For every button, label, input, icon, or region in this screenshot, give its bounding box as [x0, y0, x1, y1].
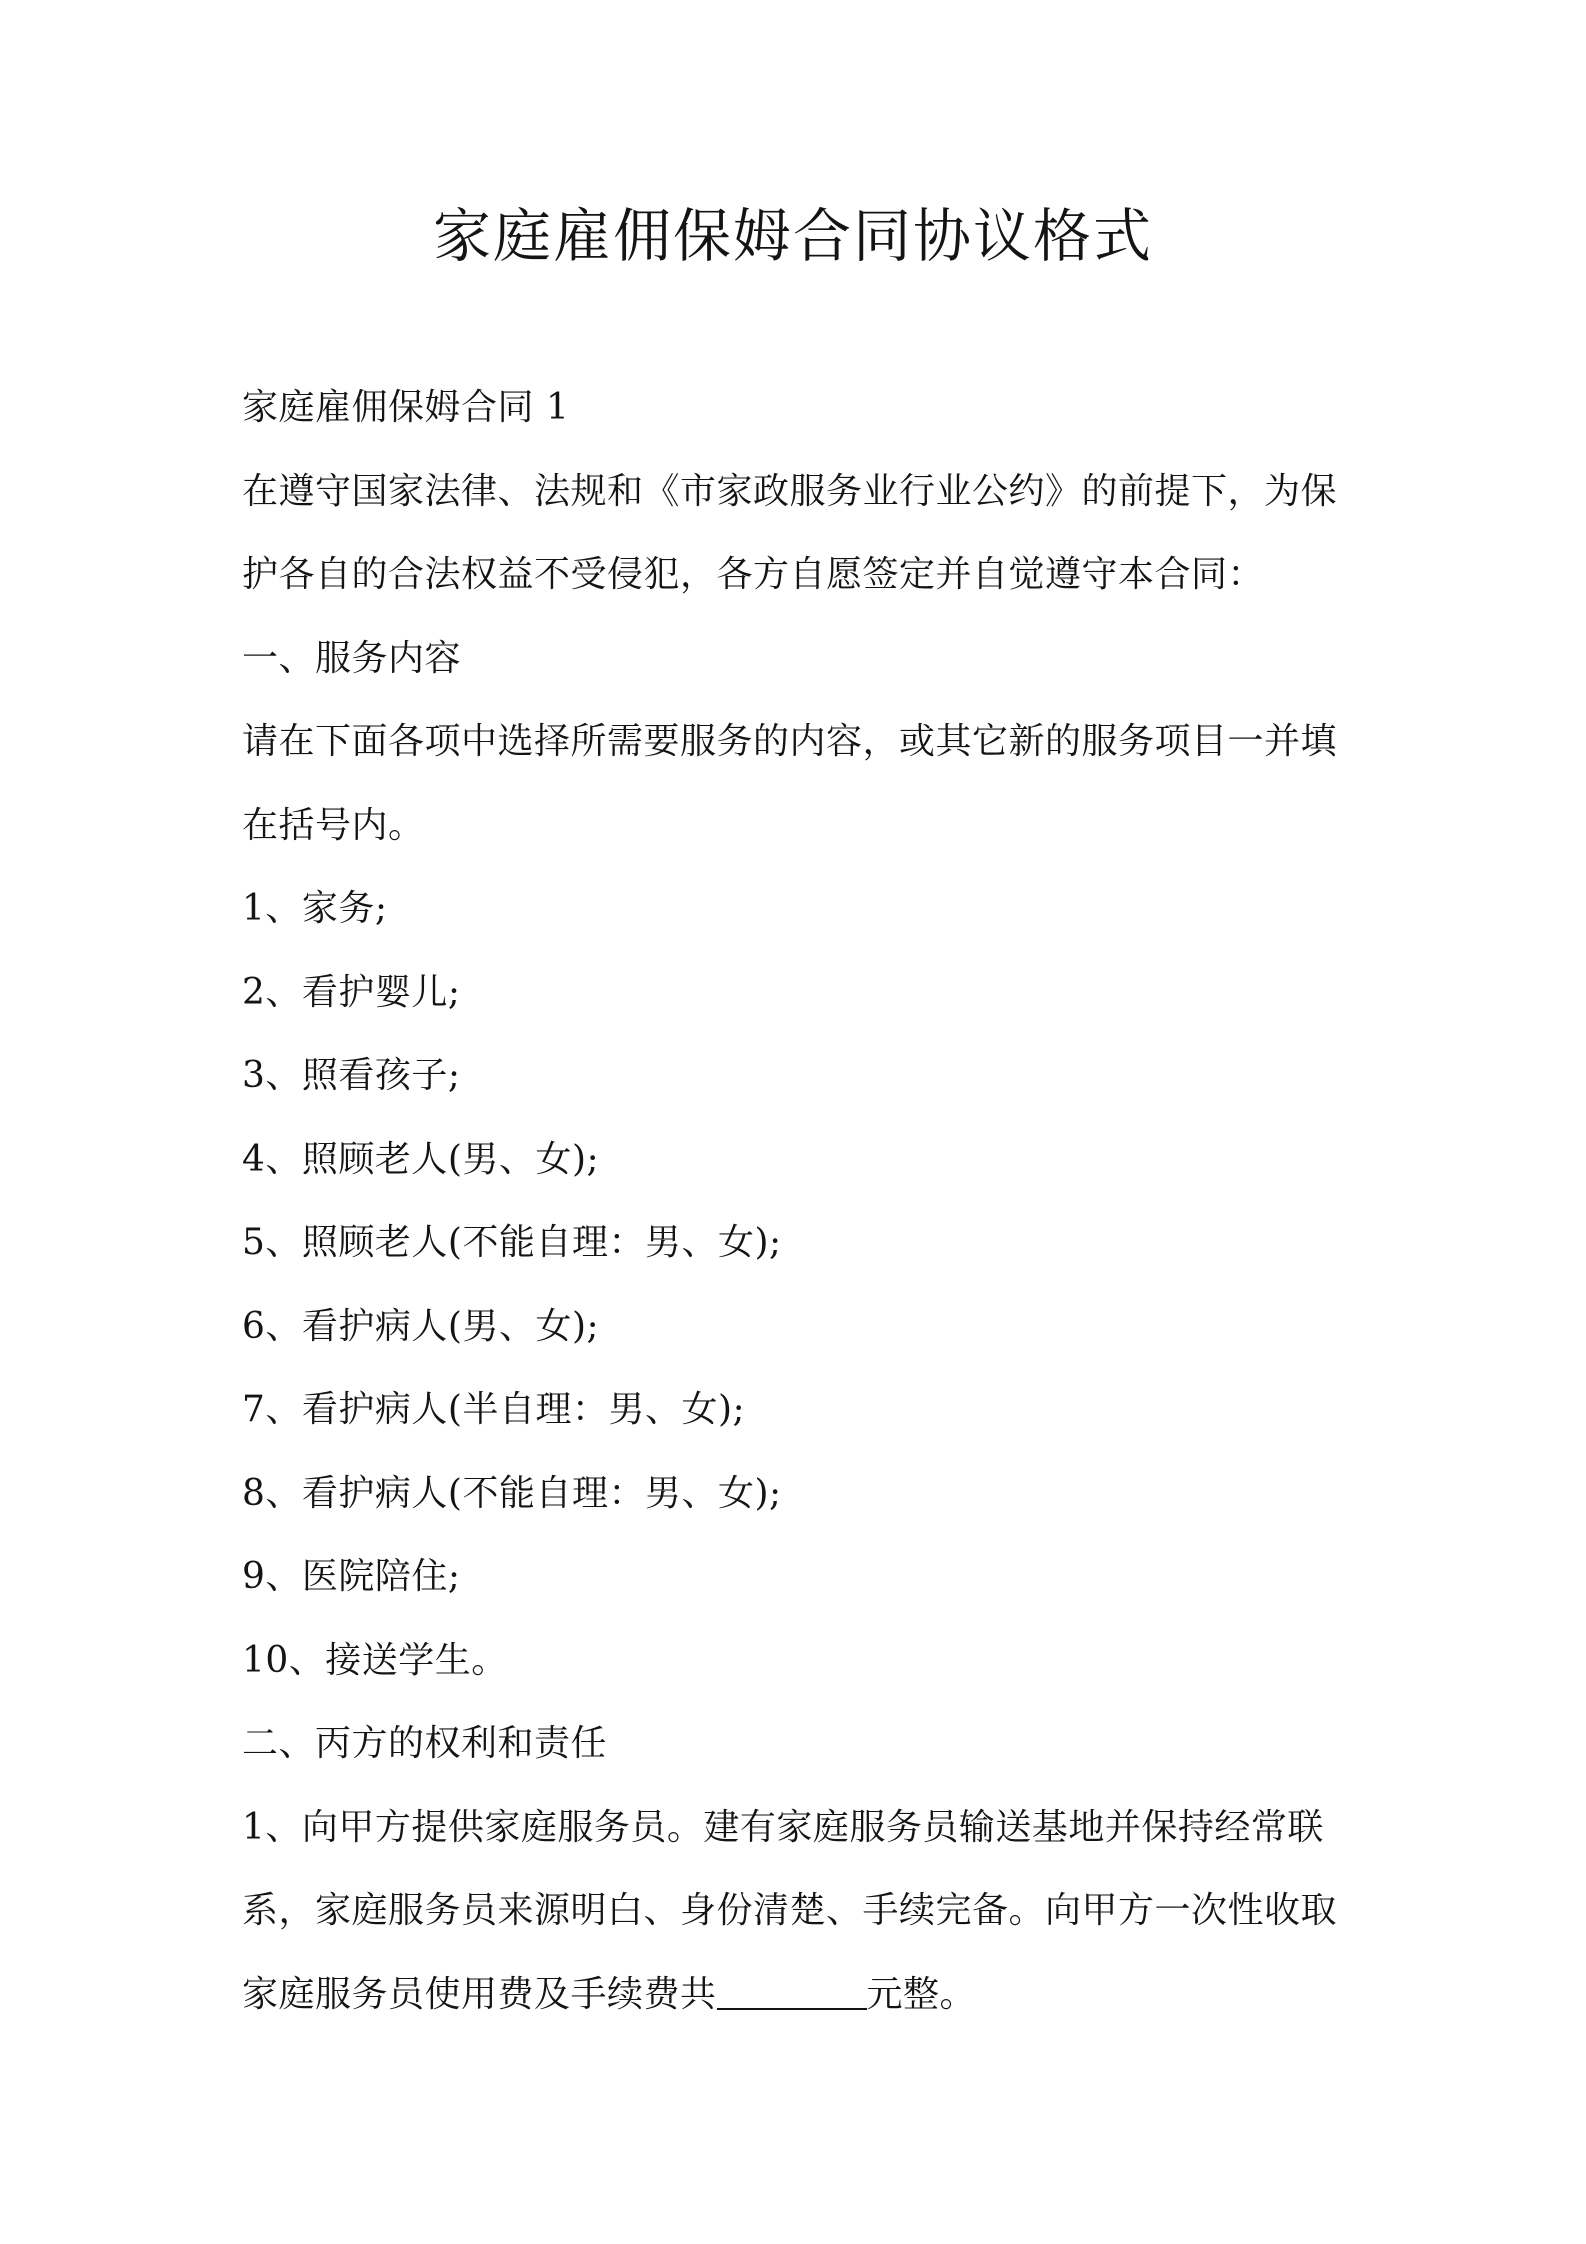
fee-text-before-blank: 家庭服务员使用费及手续费共 [242, 1973, 717, 2015]
section-1-heading: 一、服务内容 [242, 637, 462, 679]
service-item: 8、看护病人(不能自理：男、女); [242, 1472, 782, 1514]
section-1-intro-line-1: 请在下面各项中选择所需要服务的内容，或其它新的服务项目一并填 [242, 721, 1338, 762]
section-2-item-1-line-1: 1、向甲方提供家庭服务员。建有家庭服务员输送基地并保持经常联 [242, 1806, 1324, 1848]
service-item: 4、照顾老人(男、女); [242, 1138, 600, 1180]
service-item: 7、看护病人(半自理：男、女); [242, 1389, 746, 1430]
fee-amount-blank [717, 1966, 867, 2010]
document-title: 家庭雇佣保姆合同协议格式 [432, 202, 1153, 270]
section-2-item-1-line-3 [242, 1953, 1362, 2037]
document-body [242, 366, 1362, 2036]
fee-text-after-blank: 元整。 [866, 1973, 977, 2015]
service-item: 2、看护婴儿; [242, 971, 461, 1013]
section-2-heading: 二、丙方的权利和责任 [242, 1723, 608, 1764]
section-1-intro-line-2: 在括号内。 [242, 804, 425, 846]
contract-heading: 家庭雇佣保姆合同 1 [242, 387, 570, 428]
service-item: 6、看护病人(男、女); [242, 1305, 600, 1347]
section-2-item-1-line-2: 系，家庭服务员来源明白、身份清楚、手续完备。向甲方一次性收取 [242, 1890, 1338, 1931]
preamble-line-2: 护各自的合法权益不受侵犯，各方自愿签定并自觉遵守本合同： [242, 554, 1265, 595]
preamble-line-1: 在遵守国家法律、法规和《市家政服务业行业公约》的前提下，为保 [242, 470, 1338, 512]
service-item: 1、家务; [242, 888, 388, 929]
service-item: 3、照看孩子; [242, 1055, 461, 1096]
service-item: 5、照顾老人(不能自理：男、女); [242, 1222, 782, 1263]
service-item: 9、医院陪住; [242, 1556, 461, 1597]
service-item: 10、接送学生。 [242, 1639, 508, 1681]
